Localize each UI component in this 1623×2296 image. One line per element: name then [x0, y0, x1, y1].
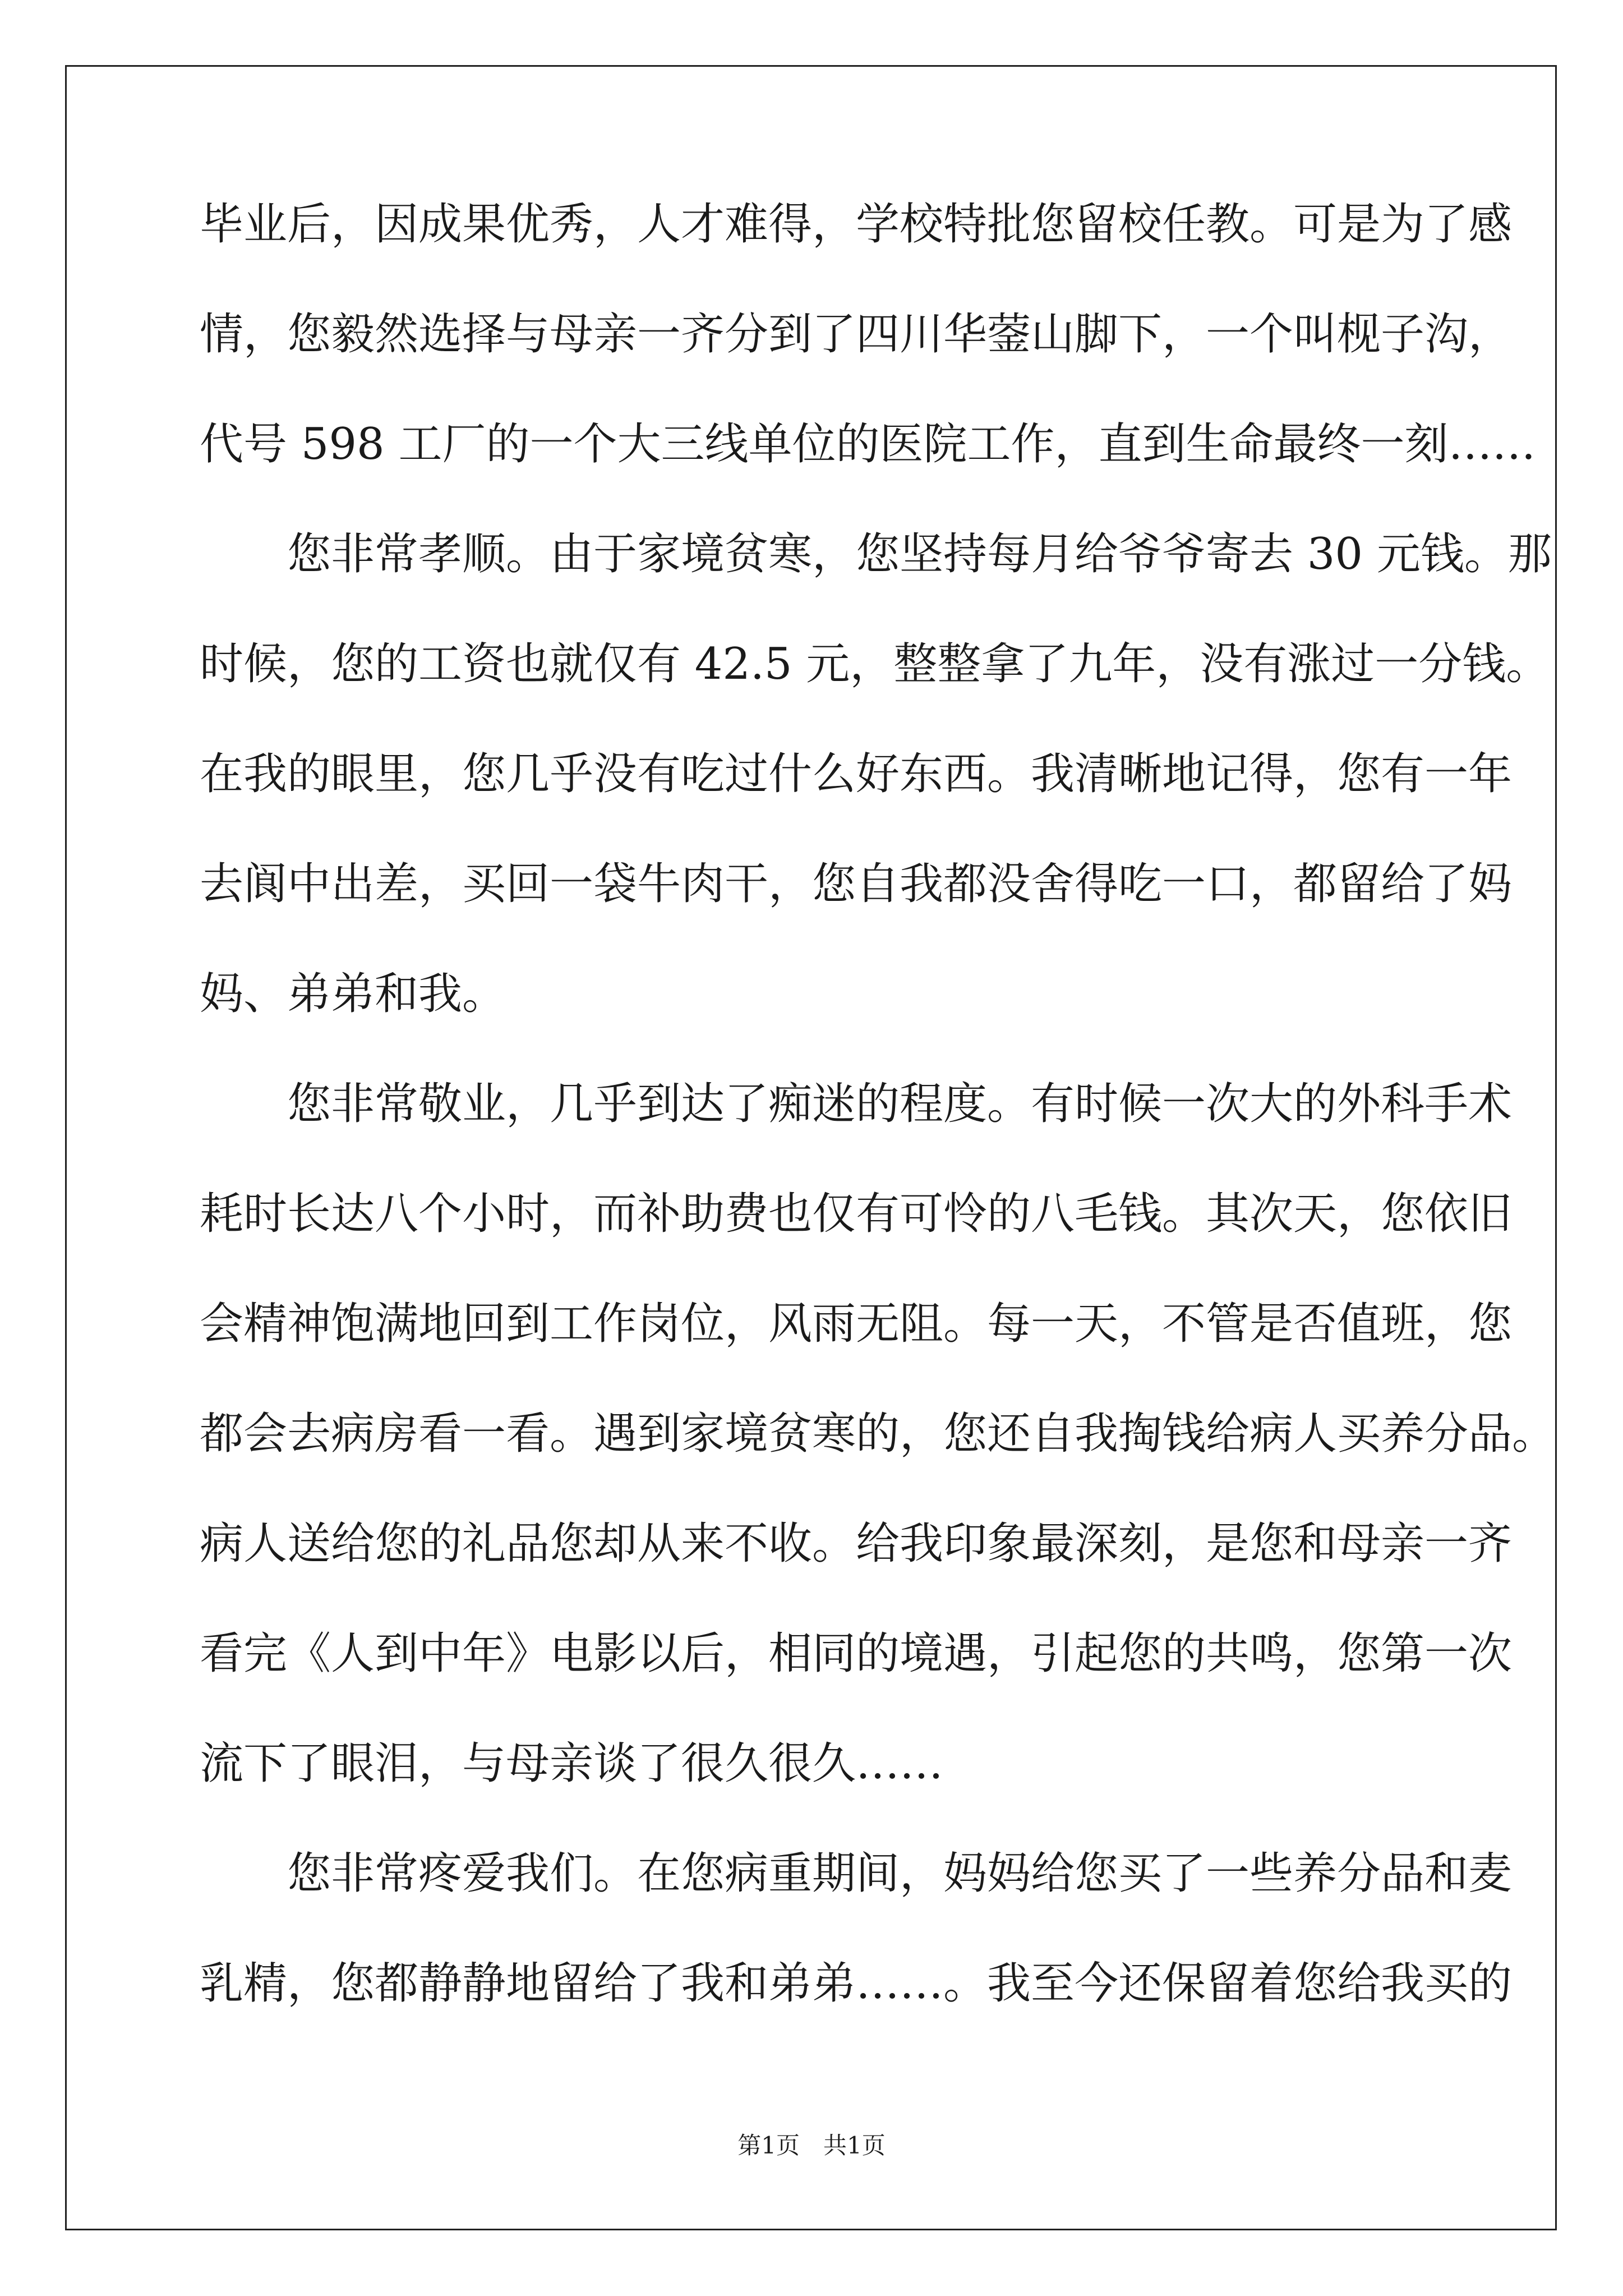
body-line: 情，您毅然选择与母亲一齐分到了四川华蓥山脚下，一个叫枧子沟， [200, 309, 1513, 360]
body-line: 您非常疼爱我们。在您病重期间，妈妈给您买了一些养分品和麦 [200, 1848, 1513, 1899]
body-line: 耗时长达八个小时，而补助费也仅有可怜的八毛钱。其次天，您依旧 [200, 1189, 1513, 1239]
body-line: 妈、弟弟和我。 [200, 969, 506, 1019]
body-line: 时候，您的工资也就仅有 42.5 元，整整拿了九年，没有涨过一分钱。 [200, 639, 1550, 689]
body-line: 流下了眼泪，与母亲谈了很久很久…… [200, 1738, 944, 1789]
page-number: 第1页 共1页 [737, 2132, 886, 2159]
body-line: 看完《人到中年》电影以后，相同的境遇，引起您的共鸣，您第一次 [200, 1628, 1513, 1679]
body-line: 在我的眼里，您几乎没有吃过什么好东西。我清晰地记得，您有一年 [200, 749, 1513, 799]
body-line: 去阆中出差，买回一袋牛肉干，您自我都没舍得吃一口，都留给了妈 [200, 859, 1513, 909]
body-line: 都会去病房看一看。遇到家境贫寒的，您还自我掏钱给病人买养分品。 [200, 1409, 1556, 1459]
body-line: 会精神饱满地回到工作岗位，风雨无阻。每一天，不管是否值班，您 [200, 1299, 1513, 1349]
body-line: 您非常孝顺。由于家境贫寒，您坚持每月给爷爷寄去 30 元钱。那 [200, 529, 1552, 579]
body-line: 病人送给您的礼品您却从来不收。给我印象最深刻，是您和母亲一齐 [200, 1519, 1513, 1569]
page-footer [0, 2132, 1623, 2160]
body-line: 乳精，您都静静地留给了我和弟弟……。我至今还保留着您给我买的 [200, 1958, 1513, 2009]
body-line: 代号 598 工厂的一个大三线单位的医院工作，直到生命最终一刻…… [200, 419, 1536, 470]
body-line: 您非常敬业，几乎到达了痴迷的程度。有时候一次大的外科手术 [200, 1079, 1513, 1129]
document-body [200, 199, 1556, 2071]
body-line: 毕业后，因成果优秀，人才难得，学校特批您留校任教。可是为了感 [200, 199, 1513, 250]
